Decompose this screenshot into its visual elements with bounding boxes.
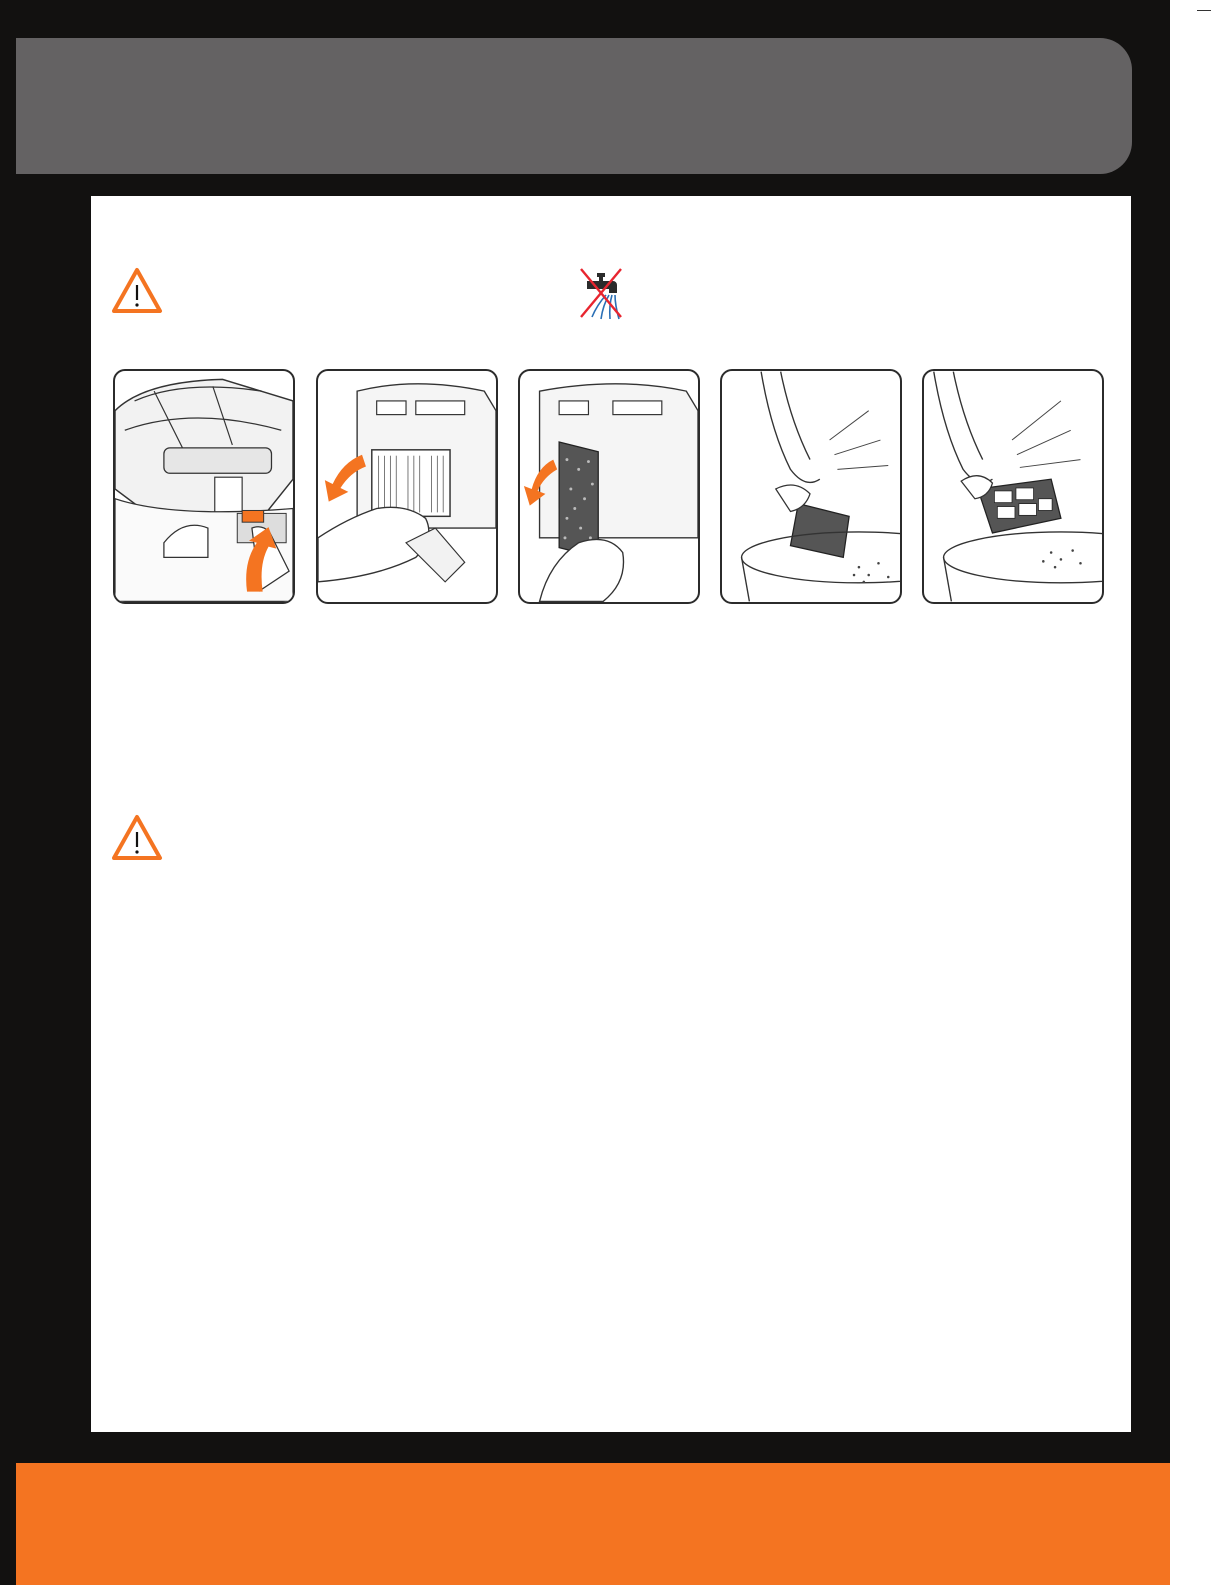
tap-hepa-over-bin-icon — [924, 371, 1102, 602]
pull-filter-icon — [318, 371, 496, 602]
remove-foam-filter-icon — [520, 371, 698, 602]
step-2-illustration — [316, 369, 498, 604]
no-water-tap-icon — [577, 267, 625, 323]
warning-triangle-icon — [111, 267, 163, 315]
step-4-illustration — [720, 369, 902, 604]
crop-mark — [1197, 10, 1211, 11]
footer-underline — [128, 1574, 269, 1576]
step-5-illustration — [922, 369, 1104, 604]
tap-foam-over-bin-icon — [722, 371, 900, 602]
warning-triangle-icon — [111, 814, 163, 862]
footer-band — [16, 1463, 1170, 1585]
step-3-illustration — [518, 369, 700, 604]
step-1-illustration — [113, 369, 295, 604]
header-bar — [16, 38, 1132, 174]
vacuum-release-latch-icon — [115, 371, 293, 602]
